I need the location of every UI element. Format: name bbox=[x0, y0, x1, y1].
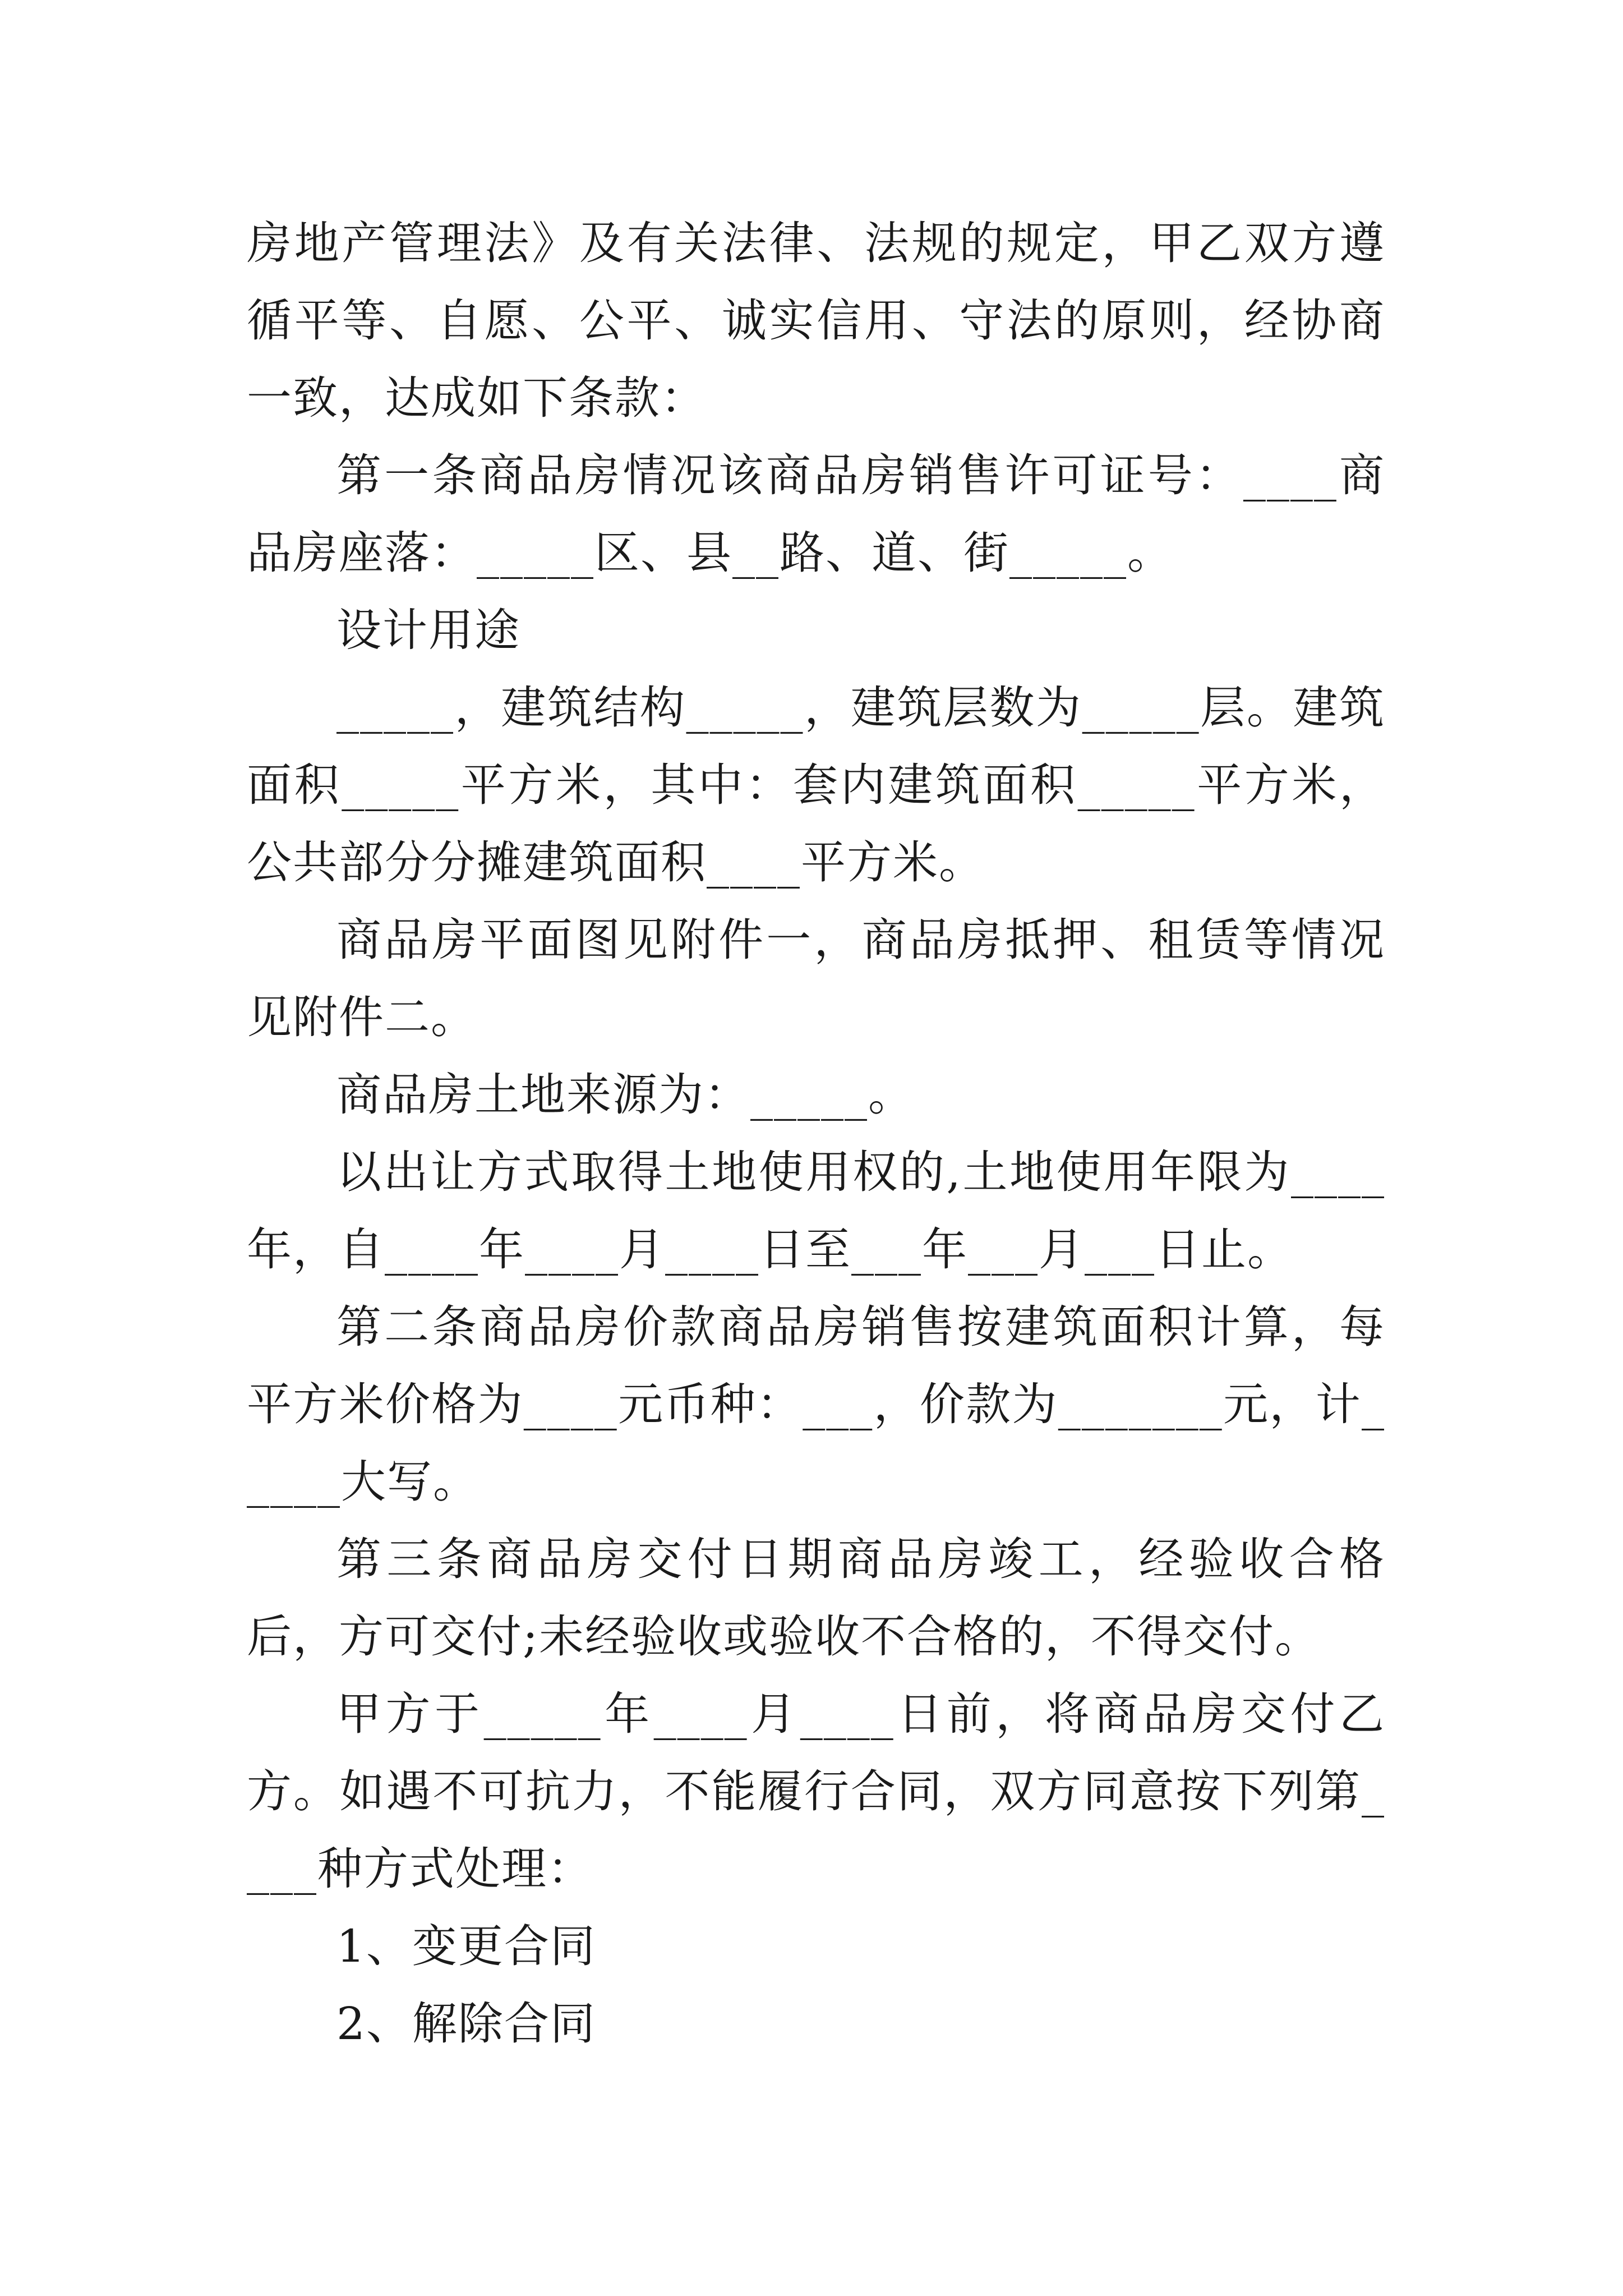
paragraph-land-source: 商品房土地来源为：_____。 bbox=[336, 1069, 914, 1121]
paragraph-delivery-date: 甲方于_____年____月____日前，将商品房交付乙方。如遇不可抗力，不能履行合同，双方同意按下列第____种方式处理： bbox=[247, 1688, 1385, 1895]
list-item-terminate-contract: 2、解除合同 bbox=[336, 1998, 596, 2050]
paragraph-floor-plan: 商品房平面图见附件一，商品房抵押、租赁等情况见附件二。 bbox=[247, 914, 1385, 1043]
paragraph-intro-continuation: 房地产管理法》及有关法律、法规的规定，甲乙双方遵循平等、自愿、公平、诚实信用、守法的原则，经协商一致，达成如下条款： bbox=[247, 217, 1385, 424]
list-item-change-contract: 1、变更合同 bbox=[336, 1920, 596, 1972]
paragraph-building-structure: _____，建筑结构_____，建筑层数为_____层。建筑面积_____平方米，其中：套内建筑面积_____平方米，公共部分分摊建筑面积____平方米。 bbox=[247, 682, 1385, 889]
document-body bbox=[247, 205, 1385, 2063]
paragraph-land-use-term: 以出让方式取得土地使用权的,土地使用年限为____年，自____年____月____日至___年___月___日止。 bbox=[247, 1146, 1385, 1276]
paragraph-article-two-price: 第二条商品房价款商品房销售按建筑面积计算，每平方米价格为____元币种：___，价款为_______元，计_____大写。 bbox=[247, 1301, 1385, 1508]
paragraph-article-one: 第一条商品房情况该商品房销售许可证号：____商品房座落：_____区、县__路、道、街_____。 bbox=[247, 449, 1385, 579]
paragraph-article-three-delivery: 第三条商品房交付日期商品房竣工，经验收合格后，方可交付;未经验收或验收不合格的，不得交付。 bbox=[247, 1533, 1385, 1663]
paragraph-design-purpose: 设计用途 bbox=[336, 604, 520, 656]
